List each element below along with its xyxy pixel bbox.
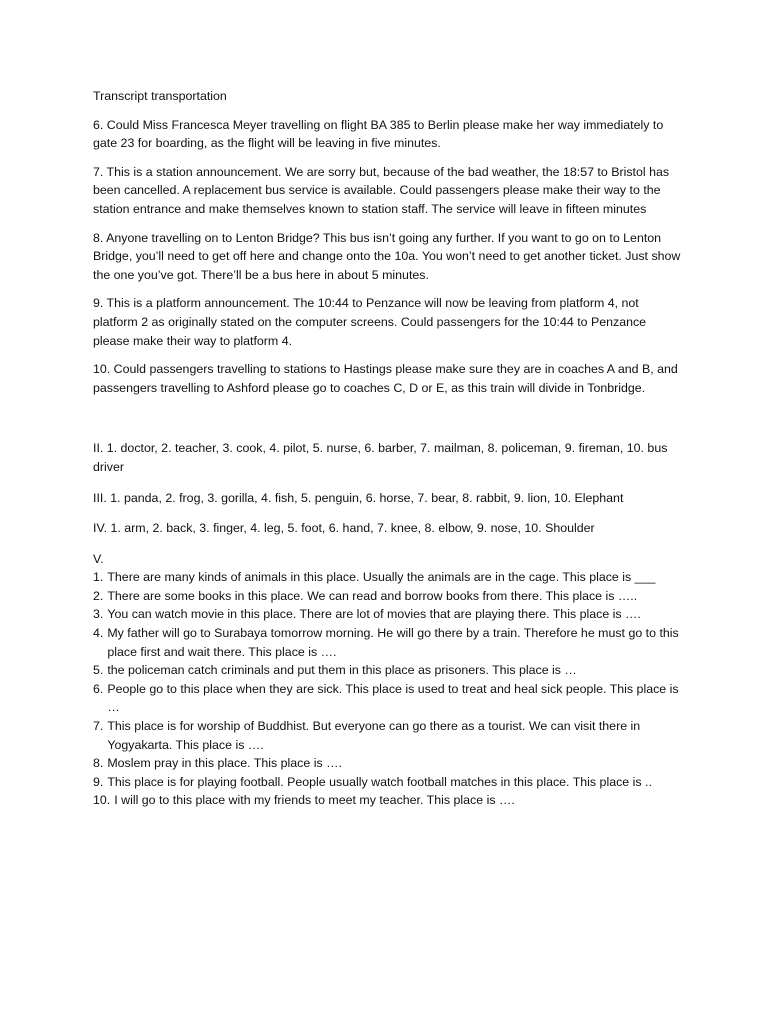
question-item <box>93 587 683 606</box>
question-item <box>93 754 683 773</box>
question-text: the policeman catch criminals and put them in this place as prisoners. This place is … <box>107 663 577 678</box>
question-number: 7. <box>93 719 104 734</box>
answers-part-4: IV. 1. arm, 2. back, 3. finger, 4. leg, 5. foot, 6. hand, 7. knee, 8. elbow, 9. nose, 10. Shoulder <box>93 521 595 536</box>
question-item <box>93 605 683 624</box>
question-number: 5. <box>93 663 104 678</box>
transcript-8: 8. Anyone travelling on to Lenton Bridge? This bus isn’t going any further. If you want to go on to Lenton Bridge, you’ll need to get off here and change onto the 10a. You won’t need to get another ticket. Just show the one you’ve got. There’ll be a bus here in about 5 minutes. <box>93 230 681 282</box>
question-number: 1. <box>93 570 104 585</box>
question-item <box>93 773 683 792</box>
question-item <box>93 661 683 680</box>
question-text: Moslem pray in this place. This place is …. <box>107 756 342 771</box>
question-number: 2. <box>93 588 104 603</box>
question-text: There are many kinds of animals in this place. Usually the animals are in the cage. This place is ___ <box>107 570 656 585</box>
section-gap <box>93 407 683 439</box>
question-text: I will go to this place with my friends to meet my teacher. This place is …. <box>114 793 515 808</box>
transcript-6: 6. Could Miss Francesca Meyer travelling on flight BA 385 to Berlin please make her way immediately to gate 23 for boarding, as the flight will be leaving in five minutes. <box>93 117 664 151</box>
question-number: 8. <box>93 756 104 771</box>
question-text: This place is for playing football. People usually watch football matches in this place. This place is .. <box>107 774 652 789</box>
question-text: This place is for worship of Buddhist. But everyone can go there as a tourist. We can visit there in Yogyakarta. This place is …. <box>107 719 641 752</box>
question-number: 6. <box>93 681 104 696</box>
part-5-heading: V. <box>93 551 104 566</box>
question-item <box>93 717 683 754</box>
transcript-10: 10. Could passengers travelling to stations to Hastings please make sure they are in coaches A and B, and passengers travelling to Ashford please go to coaches C, D or E, as this train will divide in Tonbridge. <box>93 362 678 395</box>
question-number: 9. <box>93 774 104 789</box>
part-5-question-list <box>93 568 683 810</box>
question-item <box>93 568 683 587</box>
question-item <box>93 624 683 661</box>
document-page <box>93 87 683 810</box>
question-number: 10. <box>93 793 111 808</box>
answers-part-3: III. 1. panda, 2. frog, 3. gorilla, 4. fish, 5. penguin, 6. horse, 7. bear, 8. rabbit, 9. lion, 10. Elephant <box>93 490 624 505</box>
question-text: There are some books in this place. We can read and borrow books from there. This place is ….. <box>107 588 638 603</box>
question-item <box>93 680 683 717</box>
question-text: People go to this place when they are sick. This place is used to treat and heal sick people. This place is … <box>107 681 679 715</box>
question-number: 3. <box>93 607 104 622</box>
transcript-9: 9. This is a platform announcement. The 10:44 to Penzance will now be leaving from platform 4, not platform 2 as originally stated on the computer screens. Could passengers for the 10:44 to Penzance please make their way to platform 4. <box>93 296 647 348</box>
question-item <box>93 791 683 810</box>
question-text: My father will go to Surabaya tomorrow morning. He will go there by a train. Therefore he must go to this place first and wait there. This place is …. <box>107 626 679 659</box>
document-title: Transcript transportation <box>93 89 227 103</box>
question-text: You can watch movie in this place. There are lot of movies that are playing there. This place is …. <box>107 607 641 622</box>
transcript-7: 7. This is a station announcement. We are sorry but, because of the bad weather, the 18:57 to Bristol has been cancelled. A replacement bus service is available. Could passengers please make their way to the station entrance and make themselves known to station staff. The service will leave in fifteen minutes <box>93 164 670 216</box>
answers-part-2: II. 1. doctor, 2. teacher, 3. cook, 4. pilot, 5. nurse, 6. barber, 7. mailman, 8. policeman, 9. fireman, 10. bus driver <box>93 441 668 474</box>
question-number: 4. <box>93 626 104 641</box>
